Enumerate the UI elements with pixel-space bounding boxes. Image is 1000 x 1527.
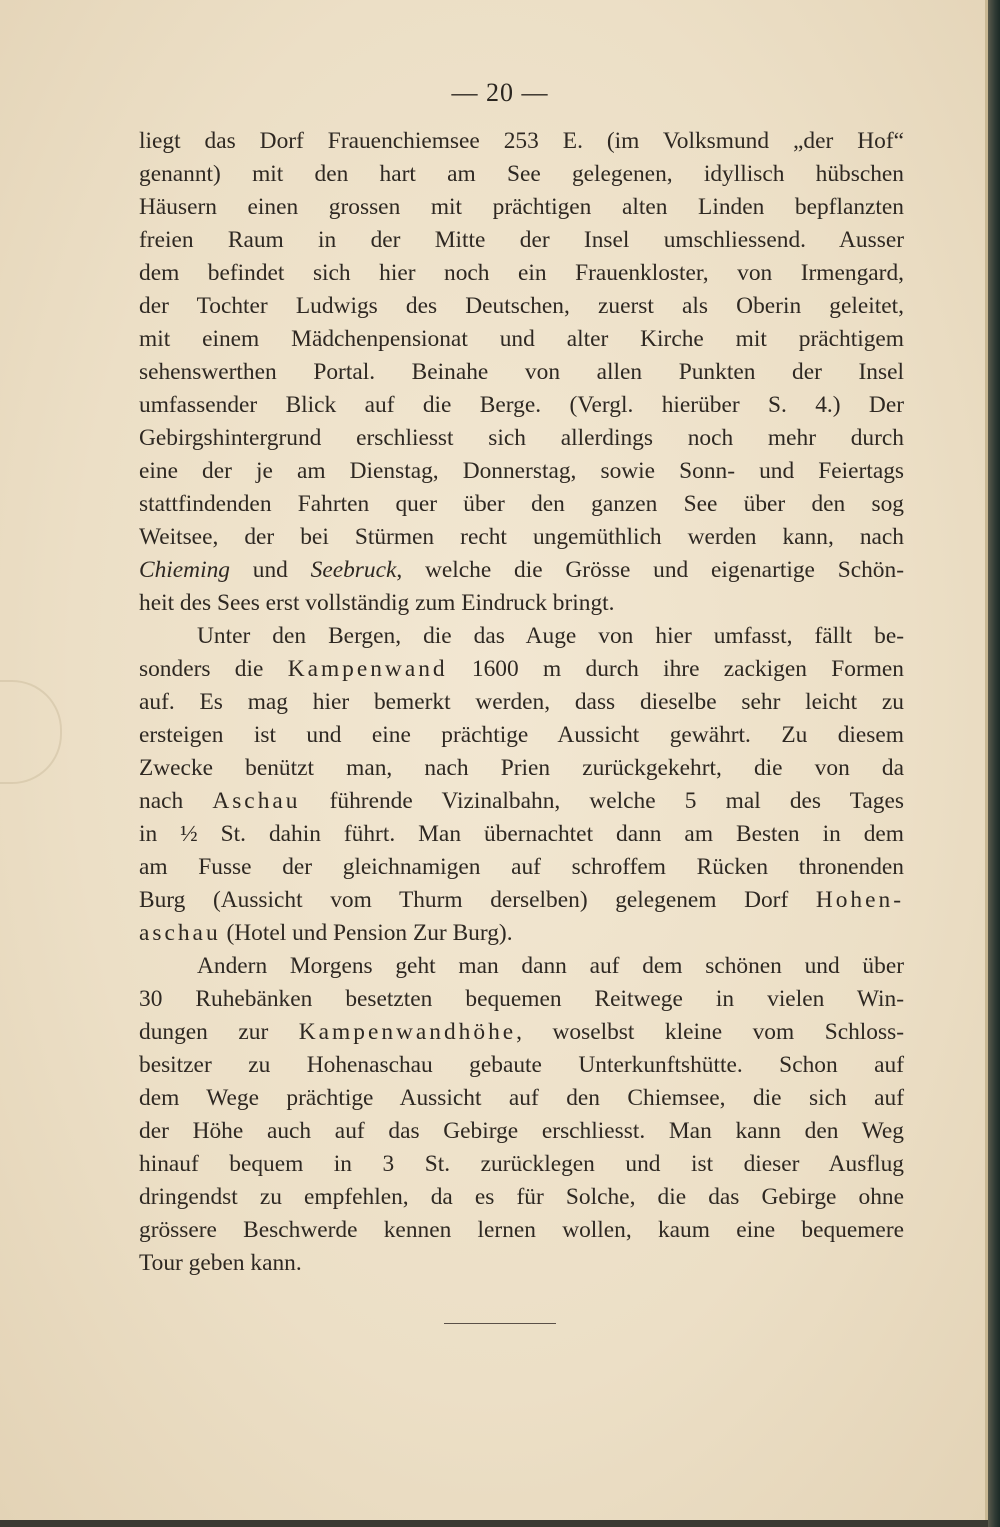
- text-line: in ½ St. dahin führt. Man übernachtet dann am Besten in dem: [139, 821, 904, 847]
- text-line: der Höhe auch auf das Gebirge erschliesst. Man kann den Weg: [139, 1118, 904, 1144]
- text-line: grössere Beschwerde kennen lernen wollen, kaum eine bequemere: [139, 1217, 904, 1243]
- text-run: , woselbst kleine vom Schloss-: [516, 1019, 904, 1045]
- text-line: [139, 554, 904, 587]
- text-line: stattfindenden Fahrten quer über den ganzen See über den sog: [139, 491, 904, 517]
- text-line: auf. Es mag hier bemerkt werden, dass dieselbe sehr leicht zu: [139, 689, 904, 715]
- text-line: besitzer zu Hohenaschau gebaute Unterkunftshütte. Schon auf: [139, 1052, 904, 1078]
- text-line: der Tochter Ludwigs des Deutschen, zuerst als Oberin geleitet,: [139, 293, 904, 319]
- text-line: genannt) mit den hart am See gelegenen, idyllisch hübschen: [139, 161, 904, 187]
- place-name-italic: Chieming: [139, 557, 230, 583]
- text-line: [139, 653, 904, 686]
- text-run: Burg (Aussicht vom Thurm derselben) gelegenem Dorf: [139, 887, 816, 913]
- text-line: sehenswerthen Portal. Beinahe von allen Punkten der Insel: [139, 359, 904, 385]
- page-number: — 20 —: [451, 78, 549, 107]
- text-line: Häusern einen grossen mit prächtigen alten Linden bepflanzten: [139, 194, 904, 220]
- text-run: sonders die: [139, 656, 288, 682]
- text-run: 1600 m durch ihre zackigen Formen: [447, 656, 905, 682]
- paragraph-start-line: Unter den Bergen, die das Auge von hier umfasst, fällt be-: [197, 623, 904, 649]
- text-line: 30 Ruhebänken besetzten bequemen Reitwege in vielen Win-: [139, 986, 904, 1012]
- text-run: und: [229, 557, 311, 583]
- closing-rule: [444, 1323, 556, 1324]
- text-line: am Fusse der gleichnamigen auf schroffem Rücken thronenden: [139, 854, 904, 880]
- text-run: (Hotel und Pension Zur Burg).: [220, 920, 513, 946]
- text-line: ersteigen ist und eine prächtige Aussicht gewährt. Zu diesem: [139, 722, 904, 748]
- text-line: eine der je am Dienstag, Donnerstag, sowie Sonn- und Feiertags: [139, 458, 904, 484]
- text-line: Zwecke benützt man, nach Prien zurückgekehrt, die von da: [139, 755, 904, 781]
- text-line: Tour geben kann.: [139, 1250, 302, 1276]
- place-name-italic: Seebruck: [310, 557, 397, 583]
- page-tab-mark: [0, 680, 62, 784]
- text-line: liegt das Dorf Frauenchiemsee 253 E. (im Volksmund „der Hof“: [139, 128, 904, 154]
- book-edge: [988, 0, 1000, 1527]
- text-line: [139, 785, 904, 818]
- text-line: Gebirgshintergrund erschliesst sich allerdings noch mehr durch: [139, 425, 904, 451]
- text-run: dungen zur: [139, 1019, 299, 1045]
- text-line: umfassender Blick auf die Berge. (Vergl. hierüber S. 4.) Der: [139, 392, 904, 418]
- spaced-name: Hohen-: [815, 887, 904, 913]
- text-line: dem befindet sich hier noch ein Frauenkloster, von Irmengard,: [139, 260, 904, 286]
- text-line: dem Wege prächtige Aussicht auf den Chiemsee, die sich auf: [139, 1085, 904, 1111]
- text-line: heit des Sees erst vollständig zum Eindruck bringt.: [139, 590, 615, 616]
- text-run: , welche die Grösse und eigenartige Schön-: [396, 557, 904, 583]
- spaced-name: Kampenwandhöhe: [298, 1019, 517, 1045]
- spaced-name: Kampenwand: [287, 656, 448, 682]
- paragraph-start-line: Andern Morgens geht man dann auf dem schönen und über: [197, 953, 904, 979]
- text-line: [139, 1016, 904, 1049]
- text-run: nach: [139, 788, 213, 814]
- text-line: [139, 884, 904, 917]
- body-text: [139, 125, 904, 1280]
- text-run: führende Vizinalbahn, welche 5 mal des Tages: [300, 788, 904, 814]
- text-line: dringendst zu empfehlen, da es für Solche, die das Gebirge ohne: [139, 1184, 904, 1210]
- text-line: [139, 917, 904, 950]
- text-line: mit einem Mädchenpensionat und alter Kirche mit prächtigem: [139, 326, 904, 352]
- text-line: hinauf bequem in 3 St. zurücklegen und ist dieser Ausflug: [139, 1151, 904, 1177]
- text-line: Weitsee, der bei Stürmen recht ungemüthlich werden kann, nach: [139, 524, 904, 550]
- spaced-name: aschau: [139, 920, 221, 946]
- text-line: freien Raum in der Mitte der Insel umschliessend. Ausser: [139, 227, 904, 253]
- spaced-name: Aschau: [212, 788, 301, 814]
